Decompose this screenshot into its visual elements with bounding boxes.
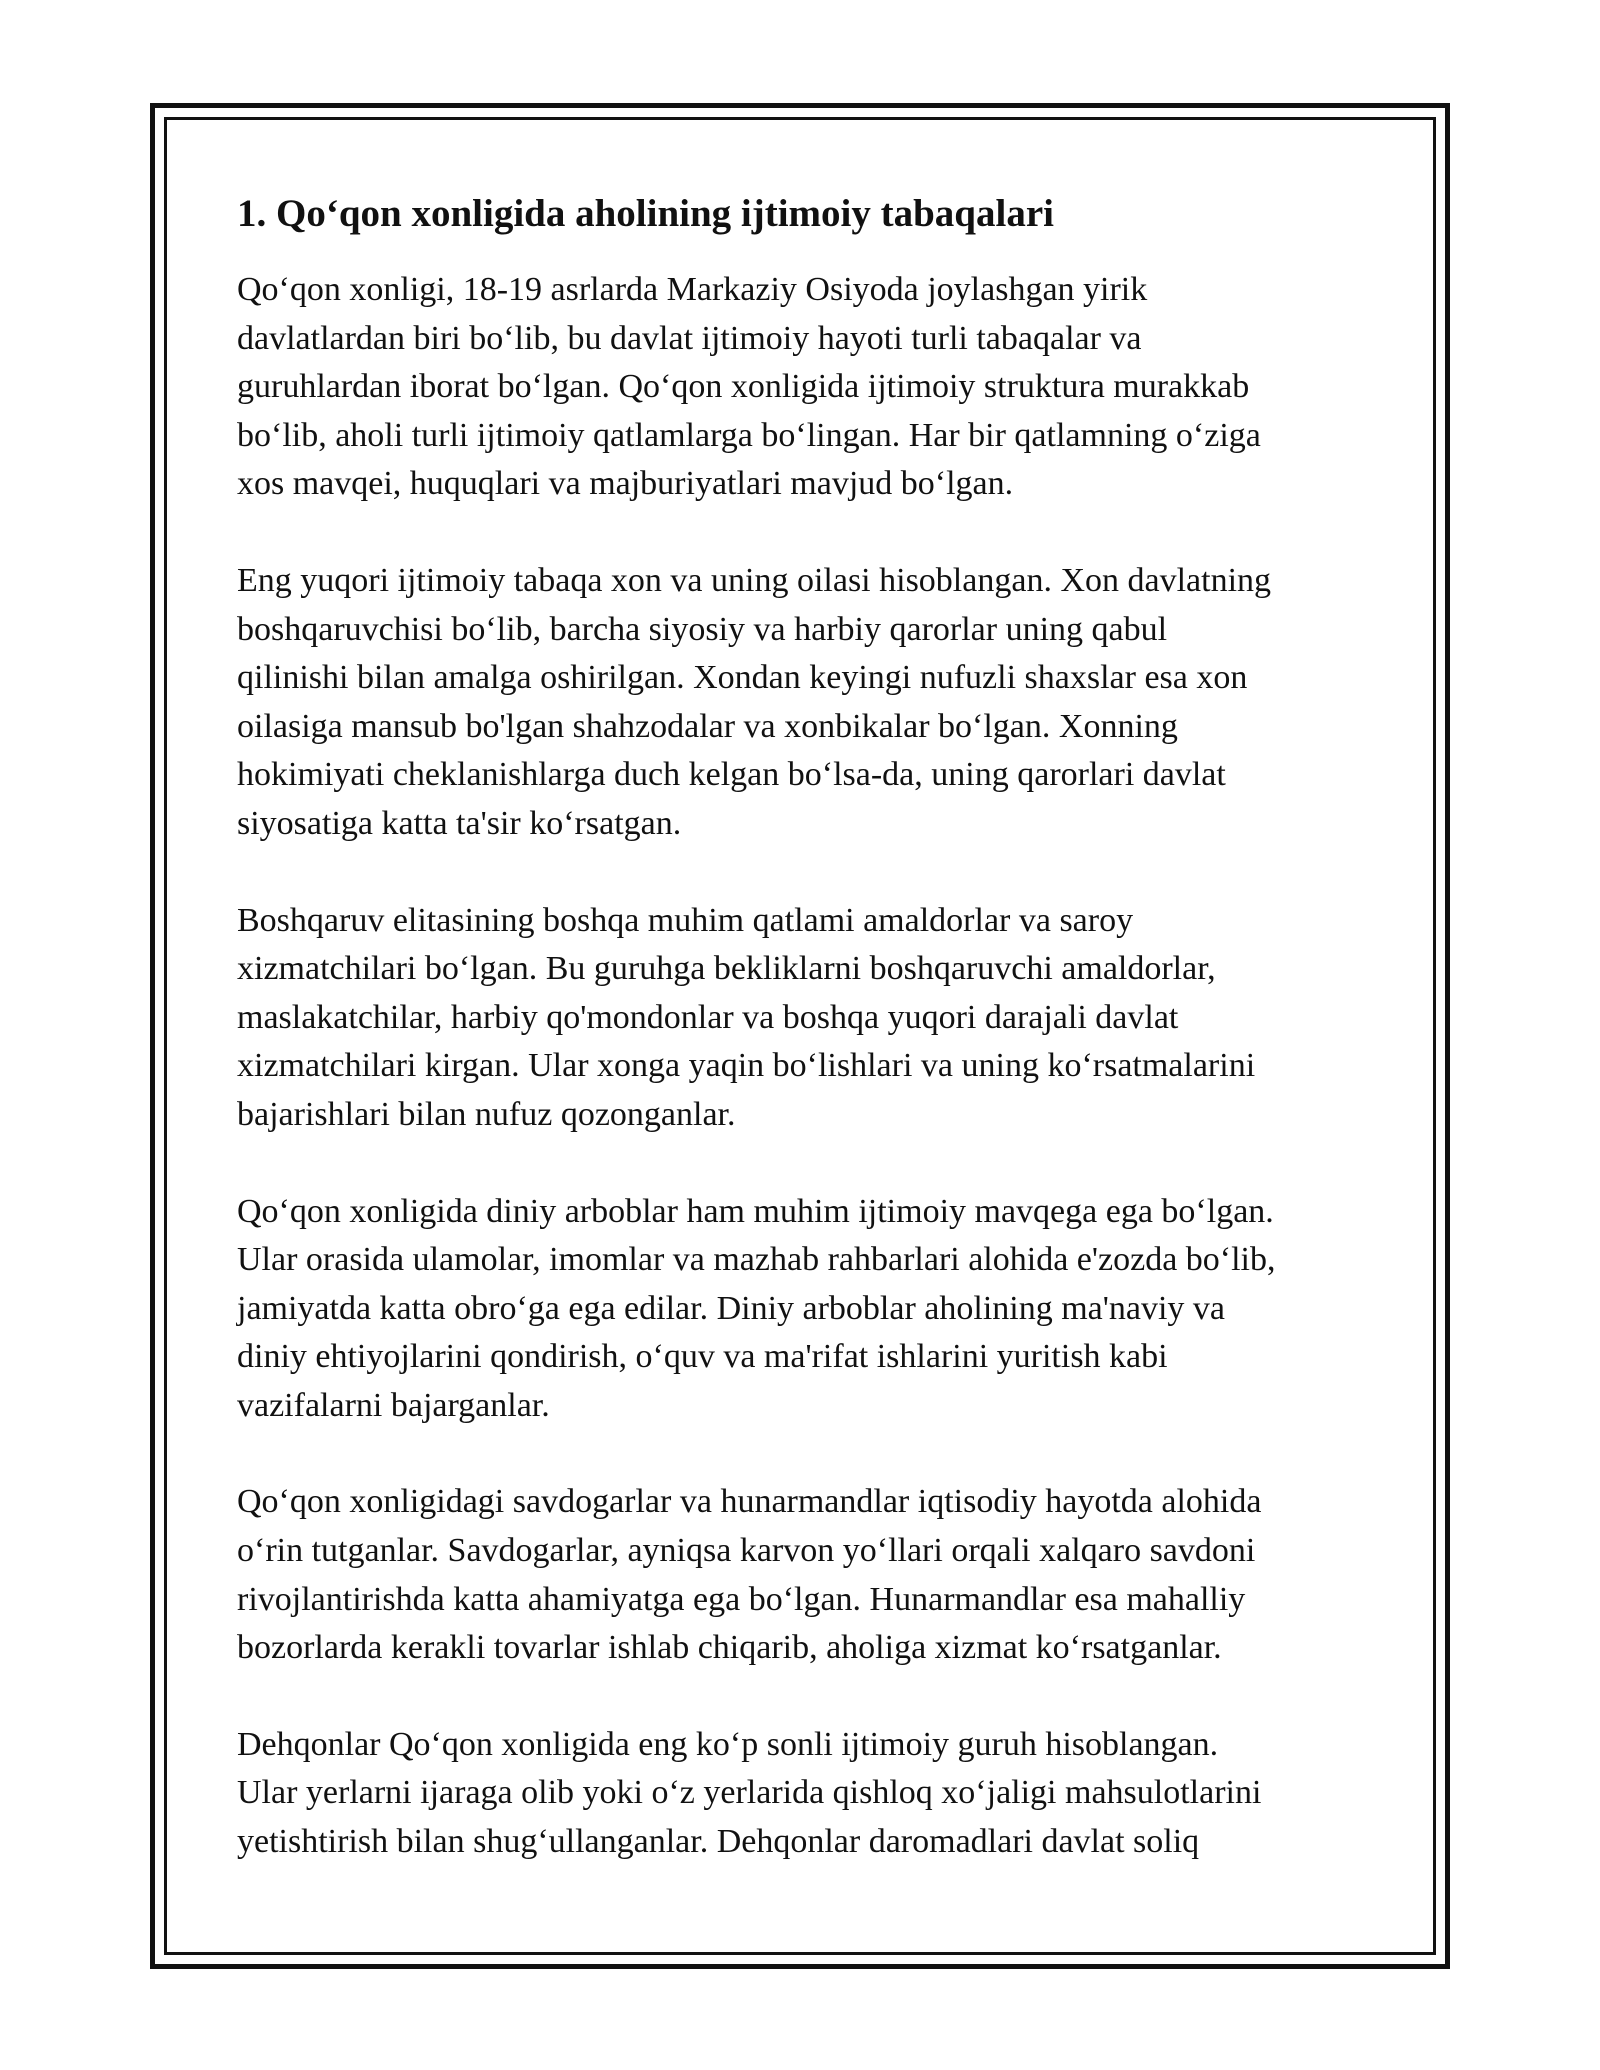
- text-line: Qo‘qon xonligidagi savdogarlar va hunarmandlar iqtisodiy hayotda alohida: [237, 1483, 1262, 1521]
- text-line: xizmatchilari kirgan. Ular xonga yaqin bo‘lishlari va uning ko‘rsatmalarini: [237, 1047, 1256, 1085]
- text-line: o‘rin tutganlar. Savdogarlar, ayniqsa karvon yo‘llari orqali xalqaro savdoni: [237, 1532, 1256, 1570]
- text-line: diniy ehtiyojlarini qondirish, o‘quv va ma'rifat ishlarini yuritish kabi: [237, 1338, 1168, 1376]
- paragraph-6: [237, 1721, 1367, 1867]
- text-line: davlatlardan biri bo‘lib, bu davlat ijtimoiy hayoti turli tabaqalar va: [237, 319, 1142, 357]
- text-line: xizmatchilari bo‘lgan. Bu guruhga bekliklarni boshqaruvchi amaldorlar,: [237, 950, 1216, 988]
- text-line: Eng yuqori ijtimoiy tabaqa xon va uning oilasi hisoblangan. Xon davlatning: [237, 561, 1272, 599]
- document-body: [237, 190, 1367, 1915]
- text-line: oilasiga mansub bo'lgan shahzodalar va xonbikalar bo‘lgan. Xonning: [237, 707, 1178, 745]
- text-line: yetishtirish bilan shug‘ullanganlar. Dehqonlar daromadlari davlat soliq: [237, 1823, 1200, 1861]
- paragraph-3: [237, 897, 1367, 1140]
- text-line: bo‘lib, aholi turli ijtimoiy qatlamlarga bo‘lingan. Har bir qatlamning o‘ziga: [237, 416, 1261, 454]
- text-line: hokimiyati cheklanishlarga duch kelgan bo‘lsa-da, uning qarorlari davlat: [237, 756, 1226, 794]
- text-line: Qo‘qon xonligida diniy arboblar ham muhim ijtimoiy mavqega ega bo‘lgan.: [237, 1192, 1274, 1230]
- text-line: Boshqaruv elitasining boshqa muhim qatlami amaldorlar va saroy: [237, 901, 1134, 939]
- section-heading: 1. Qo‘qon xonligida aholining ijtimoiy tabaqalari: [237, 192, 1054, 235]
- text-line: Ular orasida ulamolar, imomlar va mazhab rahbarlari alohida e'zozda bo‘lib,: [237, 1241, 1276, 1279]
- text-line: jamiyatda katta obro‘ga ega edilar. Diniy arboblar aholining ma'naviy va: [237, 1289, 1226, 1327]
- text-line: boshqaruvchisi bo‘lib, barcha siyosiy va harbiy qarorlar uning qabul: [237, 610, 1168, 648]
- text-line: vazifalarni bajarganlar.: [237, 1386, 550, 1424]
- text-line: bajarishlari bilan nufuz qozonganlar.: [237, 1095, 736, 1133]
- text-line: rivojlantirishda katta ahamiyatga ega bo‘lgan. Hunarmandlar esa mahalliy: [237, 1580, 1246, 1618]
- text-line: guruhlardan iborat bo‘lgan. Qo‘qon xonligida ijtimoiy struktura murakkab: [237, 368, 1250, 406]
- paragraph-2: [237, 557, 1367, 849]
- paragraph-4: [237, 1188, 1367, 1431]
- text-line: siyosatiga katta ta'sir ko‘rsatgan.: [237, 804, 682, 842]
- text-line: qilinishi bilan amalga oshirilgan. Xondan keyingi nufuzli shaxslar esa xon: [237, 659, 1248, 697]
- text-line: Qo‘qon xonligi, 18-19 asrlarda Markaziy Osiyoda joylashgan yirik: [237, 271, 1148, 308]
- text-line: maslakatchilar, harbiy qo'mondonlar va boshqa yuqori darajali davlat: [237, 998, 1179, 1036]
- paragraph-1: [237, 266, 1367, 509]
- paragraph-5: [237, 1478, 1367, 1672]
- text-line: xos mavqei, huquqlari va majburiyatlari mavjud bo‘lgan.: [237, 465, 1014, 503]
- text-line: Dehqonlar Qo‘qon xonligida eng ko‘p sonli ijtimoiy guruh hisoblangan.: [237, 1725, 1219, 1763]
- text-line: bozorlarda kerakli tovarlar ishlab chiqarib, aholiga xizmat ko‘rsatganlar.: [237, 1629, 1222, 1667]
- text-line: Ular yerlarni ijaraga olib yoki o‘z yerlarida qishloq xo‘jaligi mahsulotlarini: [237, 1774, 1262, 1812]
